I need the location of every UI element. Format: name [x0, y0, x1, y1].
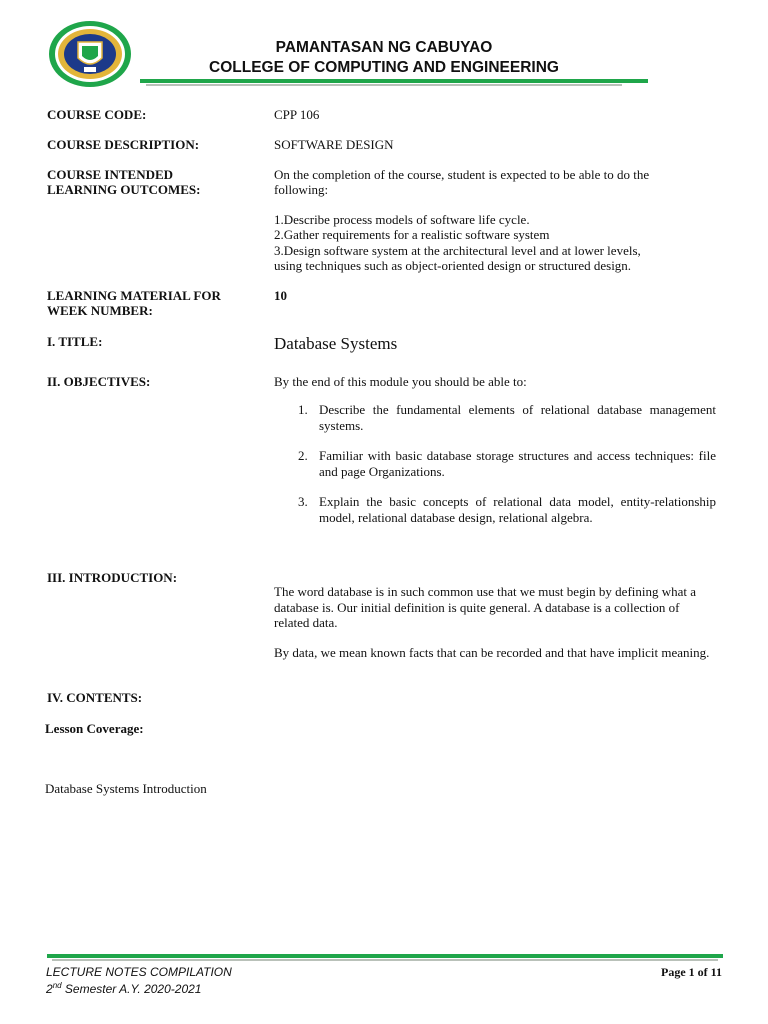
university-name: PAMANTASAN NG CABUYAO	[275, 39, 493, 56]
week-number-value: 10	[274, 288, 287, 303]
footer-divider	[47, 954, 723, 958]
week-label-line-1: LEARNING MATERIAL FOR	[47, 288, 221, 303]
footer-semester	[46, 979, 201, 996]
semester-text: Semester A.Y. 2020-2021	[61, 982, 202, 996]
page-number: Page 1 of 11	[661, 965, 722, 979]
objectives-list	[274, 402, 716, 540]
semester-number: 2	[46, 982, 53, 996]
list-item-text: Explain the basic concepts of relational data model, entity-relationship model, relational database design, relational algebra.	[319, 494, 716, 525]
contents-label: IV. CONTENTS:	[47, 690, 143, 705]
list-item	[274, 448, 716, 479]
list-item-text: Familiar with basic database storage structures and access techniques: file and page Organizations.	[319, 448, 716, 479]
header-divider	[140, 79, 648, 83]
objectives-intro: By the end of this module you should be able to:	[274, 374, 527, 389]
ilo-item: 2.Gather requirements for a realistic software system	[274, 227, 550, 242]
footer-title: LECTURE NOTES COMPILATION	[46, 965, 232, 979]
list-item-number: 3.	[298, 494, 308, 509]
course-code-label: COURSE CODE:	[47, 107, 147, 122]
course-code-value: CPP 106	[274, 107, 320, 122]
week-label-line-2: WEEK NUMBER:	[47, 303, 153, 318]
title-label: I. TITLE:	[47, 334, 103, 349]
lesson-coverage-label: Lesson Coverage:	[45, 721, 144, 736]
list-item	[274, 494, 716, 525]
list-item	[274, 402, 716, 433]
introduction-label: III. INTRODUCTION:	[47, 570, 178, 585]
list-item-number: 1.	[298, 402, 308, 417]
module-title: Database Systems	[274, 334, 398, 353]
introduction-paragraph-2: By data, we mean known facts that can be recorded and that have implicit meaning.	[274, 645, 710, 660]
ilo-item: 1.Describe process models of software life cycle.	[274, 212, 530, 227]
header-divider-shadow	[146, 84, 622, 86]
ilo-label-line-1: COURSE INTENDED	[47, 167, 174, 182]
ilo-intro-line-1: On the completion of the course, student is expected to be able to do the	[274, 167, 650, 182]
university-seal-logo	[48, 20, 132, 88]
ilo-label-line-2: LEARNING OUTCOMES:	[47, 182, 201, 197]
ilo-intro-line-2: following:	[274, 182, 329, 197]
objectives-label: II. OBJECTIVES:	[47, 374, 151, 389]
footer-divider-shadow	[52, 959, 718, 961]
ilo-item: 3.Design software system at the architectural level and at lower levels,	[274, 243, 641, 258]
introduction-paragraph-1: The word database is in such common use that we must begin by defining what a database is. Our initial definition is quite general. A database is a collection of related data.	[274, 584, 697, 630]
semester-ordinal: nd	[52, 981, 62, 990]
course-description-label: COURSE DESCRIPTION:	[47, 137, 200, 152]
college-name: COLLEGE OF COMPUTING AND ENGINEERING	[209, 59, 559, 76]
course-description-value: SOFTWARE DESIGN	[274, 137, 394, 152]
list-item-number: 2.	[298, 448, 308, 463]
list-item-text: Describe the fundamental elements of relational database management systems.	[319, 402, 716, 433]
lesson-topic: Database Systems Introduction	[45, 781, 207, 796]
ilo-item: using techniques such as object-oriented design or structured design.	[274, 258, 632, 273]
